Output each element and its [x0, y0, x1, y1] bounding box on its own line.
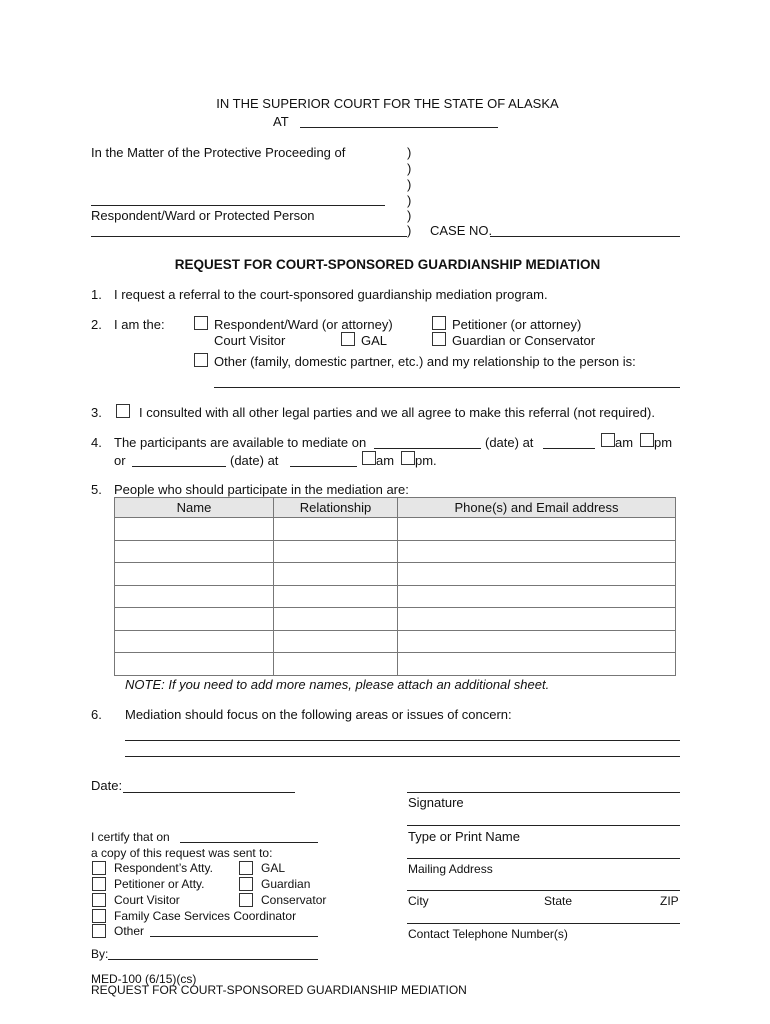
pm-label: pm	[654, 435, 673, 450]
cert-gal-label: GAL	[261, 861, 286, 875]
table-cell[interactable]	[115, 608, 274, 631]
resp-atty-checkbox[interactable]	[92, 861, 106, 875]
concerns-field[interactable]	[125, 756, 680, 757]
item-number: 1.	[91, 287, 102, 302]
other-checkbox[interactable]	[194, 353, 208, 367]
table-cell[interactable]	[274, 518, 398, 541]
participants-table	[114, 497, 676, 676]
time-1-field[interactable]	[543, 448, 595, 449]
note-text: NOTE: If you need to add more names, please attach an additional sheet.	[125, 677, 550, 692]
am-checkbox[interactable]	[362, 451, 376, 465]
at-field[interactable]	[300, 127, 498, 128]
at-label: AT	[273, 114, 289, 129]
or-label: or	[114, 453, 126, 468]
column-header: Relationship	[274, 498, 398, 518]
table-cell[interactable]	[398, 563, 676, 586]
relationship-field[interactable]	[214, 387, 680, 388]
item-number: 3.	[91, 405, 102, 420]
cert-gal-checkbox[interactable]	[239, 861, 253, 875]
item-1-text: I request a referral to the court-sponsored guardianship mediation program.	[114, 287, 548, 302]
item-4-text: The participants are available to mediate on	[114, 435, 367, 450]
mailing-address-label: Mailing Address	[408, 862, 493, 876]
cert-guardian-label: Guardian	[261, 877, 311, 891]
conservator-label: Conservator	[261, 893, 327, 907]
table-cell[interactable]	[115, 653, 274, 676]
form-title: REQUEST FOR COURT-SPONSORED GUARDIANSHIP MEDIATION	[174, 257, 601, 272]
table-cell[interactable]	[398, 608, 676, 631]
signature-label: Signature	[408, 795, 464, 810]
pm-checkbox[interactable]	[640, 433, 654, 447]
pet-atty-checkbox[interactable]	[92, 877, 106, 891]
item-number: 4.	[91, 435, 102, 450]
table-cell[interactable]	[274, 585, 398, 608]
table-cell[interactable]	[398, 585, 676, 608]
city-state-zip-field[interactable]	[407, 890, 680, 891]
resp-atty-label: Respondent’s Atty.	[114, 861, 213, 875]
table-cell[interactable]	[274, 630, 398, 653]
table-cell[interactable]	[398, 653, 676, 676]
date-label: (date) at	[230, 453, 279, 468]
petitioner-option: Petitioner (or attorney)	[452, 317, 582, 332]
table-cell[interactable]	[274, 563, 398, 586]
gal-checkbox[interactable]	[341, 332, 355, 346]
family-coordinator-label: Family Case Services Coordinator	[114, 909, 297, 923]
conservator-checkbox[interactable]	[239, 893, 253, 907]
table-cell[interactable]	[398, 518, 676, 541]
item-6-text: Mediation should focus on the following areas or issues of concern:	[125, 707, 512, 722]
pm-checkbox[interactable]	[401, 451, 415, 465]
case-no-label: CASE NO.	[430, 223, 493, 238]
respondent-checkbox[interactable]	[194, 316, 208, 330]
court-visitor-option: Court Visitor	[214, 333, 286, 348]
item-2-label: I am the:	[114, 317, 165, 332]
by-label: By:	[91, 947, 109, 961]
item-5-text: People who should participate in the mediation are:	[114, 482, 409, 497]
mailing-address-field[interactable]	[407, 858, 680, 859]
column-header: Phone(s) and Email address	[398, 498, 676, 518]
table-cell[interactable]	[115, 630, 274, 653]
table-row	[115, 540, 676, 563]
respondent-name-field[interactable]	[91, 205, 385, 206]
table-cell[interactable]	[115, 563, 274, 586]
pet-atty-label: Petitioner or Atty.	[114, 877, 205, 891]
table-cell[interactable]	[115, 585, 274, 608]
print-name-label: Type or Print Name	[408, 829, 520, 844]
form-number: MED-100 (6/15)(cs)	[91, 972, 197, 986]
cert-other-checkbox[interactable]	[92, 924, 106, 938]
table-row	[115, 563, 676, 586]
certify-text: a copy of this request was sent to:	[91, 846, 273, 860]
table-cell[interactable]	[115, 518, 274, 541]
cert-guardian-checkbox[interactable]	[239, 877, 253, 891]
table-cell[interactable]	[398, 630, 676, 653]
paren: )	[407, 208, 412, 223]
other-option: Other (family, domestic partner, etc.) and my relationship to the person is:	[214, 354, 636, 369]
am-label: am	[376, 453, 395, 468]
print-name-field[interactable]	[407, 825, 680, 826]
matter-label: In the Matter of the Protective Proceeding of	[91, 145, 346, 160]
paren: )	[407, 177, 412, 192]
table-row	[115, 608, 676, 631]
table-cell[interactable]	[274, 540, 398, 563]
respondent-label: Respondent/Ward or Protected Person	[91, 208, 315, 223]
time-2-field[interactable]	[290, 466, 357, 467]
table-cell[interactable]	[398, 540, 676, 563]
table-row	[115, 518, 676, 541]
paren: )	[407, 145, 412, 160]
gal-option: GAL	[361, 333, 388, 348]
signature-field[interactable]	[407, 792, 680, 793]
date-label: Date:	[91, 778, 123, 793]
state-label: State	[544, 894, 573, 908]
consulted-checkbox[interactable]	[116, 404, 130, 418]
date-label: (date) at	[485, 435, 534, 450]
paren: )	[407, 161, 412, 176]
court-heading: IN THE SUPERIOR COURT FOR THE STATE OF ALASKA	[216, 96, 559, 111]
concerns-field[interactable]	[125, 740, 680, 741]
phone-label: Contact Telephone Number(s)	[408, 927, 568, 941]
date-field[interactable]	[123, 792, 295, 793]
cert-other-label: Other	[114, 924, 145, 938]
am-checkbox[interactable]	[601, 433, 615, 447]
phone-field[interactable]	[407, 923, 680, 924]
table-cell[interactable]	[115, 540, 274, 563]
table-header	[115, 498, 676, 518]
am-label: am	[615, 435, 634, 450]
guardian-option: Guardian or Conservator	[452, 333, 596, 348]
item-number: 2.	[91, 317, 102, 332]
petitioner-checkbox[interactable]	[432, 316, 446, 330]
cert-visitor-label: Court Visitor	[114, 893, 180, 907]
date-2-field[interactable]	[132, 466, 226, 467]
table-row	[115, 585, 676, 608]
item-number: 6.	[91, 707, 102, 722]
paren: )	[407, 193, 412, 208]
paren: )	[407, 223, 412, 238]
guardian-checkbox[interactable]	[432, 332, 446, 346]
table-cell[interactable]	[274, 653, 398, 676]
pm-label: pm.	[415, 453, 437, 468]
cert-visitor-checkbox[interactable]	[92, 893, 106, 907]
table-cell[interactable]	[274, 608, 398, 631]
item-number: 5.	[91, 482, 102, 497]
by-field[interactable]	[108, 959, 318, 960]
zip-label: ZIP	[660, 894, 679, 908]
cert-other-field[interactable]	[150, 936, 318, 937]
certify-date-field[interactable]	[180, 842, 318, 843]
caption-underline	[91, 236, 407, 237]
respondent-option: Respondent/Ward (or attorney)	[214, 317, 393, 332]
city-label: City	[408, 894, 429, 908]
item-3-text: I consulted with all other legal parties and we all agree to make this referral (not required).	[139, 405, 655, 420]
date-1-field[interactable]	[374, 448, 481, 449]
certify-text: I certify that on	[91, 830, 170, 844]
family-coordinator-checkbox[interactable]	[92, 909, 106, 923]
table-row	[115, 630, 676, 653]
footer-title: REQUEST FOR COURT-SPONSORED GUARDIANSHIP MEDIATION	[91, 983, 467, 997]
column-header: Name	[115, 498, 274, 518]
table-row	[115, 653, 676, 676]
case-no-field[interactable]	[490, 236, 680, 237]
